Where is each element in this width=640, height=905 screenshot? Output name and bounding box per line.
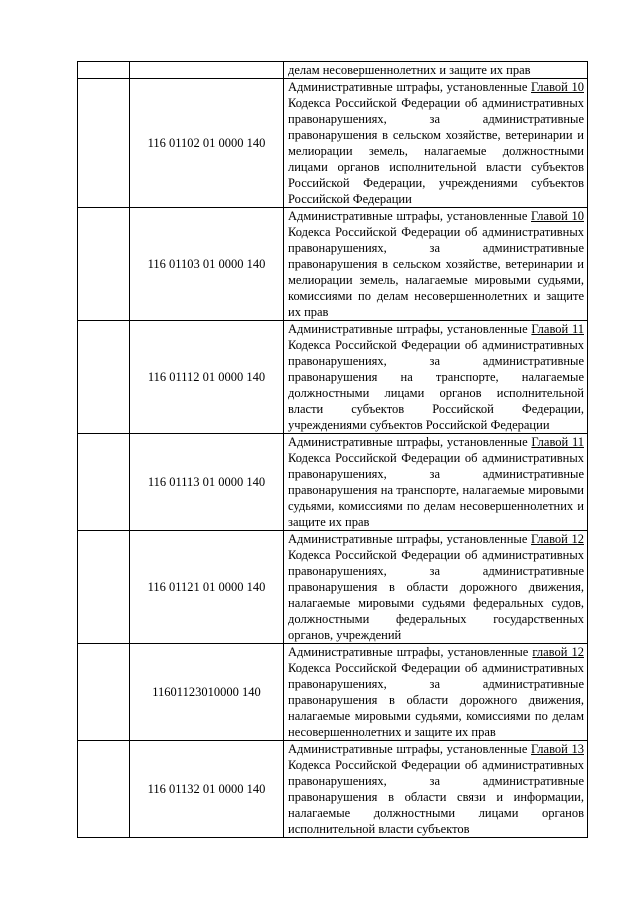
description-text: Кодекса Российской Федерации об административных правонарушениях, за административные правонарушения в сельском хозяйстве, ветеринарии и мелиорации земель, налагаемые мировыми судьями, комиссиями по делам несовершеннолетних и защите их прав: [288, 225, 584, 319]
row-number-cell: [78, 644, 130, 741]
code-cell: 116 01121 01 0000 140: [130, 531, 284, 644]
table-row: [78, 531, 588, 644]
table-row: [78, 208, 588, 321]
description-cell: делам несовершеннолетних и защите их прав: [284, 62, 588, 79]
description-lead: Административные штрафы, установленные: [288, 532, 532, 546]
chapter-link[interactable]: Главой 13: [531, 742, 584, 756]
description-lead: Административные штрафы, установленные: [288, 742, 532, 756]
code-cell: 116 01113 01 0000 140: [130, 434, 284, 531]
description-text: Кодекса Российской Федерации об административных правонарушениях, за административные правонарушения в области связи и информации, налагаемые должностными лицами органов исполнительной власти субъектов: [288, 758, 584, 836]
table-row: [78, 644, 588, 741]
description-text: Кодекса Российской Федерации об административных правонарушениях, за административные правонарушения в области дорожного движения, налагаемые мировыми судьями федеральных судов, должностными федеральных государственных органов, учреждений: [288, 548, 584, 642]
description-lead: Административные штрафы, установленные: [288, 322, 532, 336]
chapter-link[interactable]: Главой 10: [531, 80, 584, 94]
code-cell: 116 01132 01 0000 140: [130, 741, 284, 838]
description-text: Кодекса Российской Федерации об административных правонарушениях, за административные правонарушения на транспорте, налагаемые должностными лицами органов исполнительной власти субъектов Российской Федерации, учреждениями субъектов Российской Федерации: [288, 338, 584, 432]
row-number-cell: [78, 531, 130, 644]
description-text: Кодекса Российской Федерации об административных правонарушениях, за административные правонарушения в сельском хозяйстве, ветеринарии и мелиорации земель, налагаемые должностными лицами органов исполнительной власти субъектов Российской Федерации, учреждениями субъектов Российской Федерации: [288, 96, 584, 206]
description-text: Кодекса Российской Федерации об административных правонарушениях, за административные правонарушения в области дорожного движения, налагаемые мировыми судьями, комиссиями по делам несовершеннолетних и защите их прав: [288, 661, 584, 739]
chapter-link[interactable]: Главой 11: [531, 435, 584, 449]
chapter-link[interactable]: Главой 10: [531, 209, 584, 223]
description-cell: [284, 644, 588, 741]
description-cell: [284, 79, 588, 208]
row-number-cell: [78, 321, 130, 434]
row-number-cell: [78, 208, 130, 321]
code-cell: [130, 62, 284, 79]
description-cell: [284, 741, 588, 838]
chapter-link[interactable]: Главой 11: [531, 322, 584, 336]
description-lead: Административные штрафы, установленные: [288, 645, 533, 659]
code-cell: 116 01103 01 0000 140: [130, 208, 284, 321]
row-number-cell: [78, 741, 130, 838]
description-lead: Административные штрафы, установленные: [288, 80, 532, 94]
description-text: Кодекса Российской Федерации об административных правонарушениях, за административные правонарушения на транспорте, налагаемые мировыми судьями, комиссиями по делам несовершеннолетних и защите их прав: [288, 451, 584, 529]
code-cell: 11601123010000 140: [130, 644, 284, 741]
description-cell: [284, 434, 588, 531]
row-number-cell: [78, 434, 130, 531]
description-cell: [284, 531, 588, 644]
chapter-link[interactable]: Главой 12: [531, 532, 584, 546]
code-cell: 116 01112 01 0000 140: [130, 321, 284, 434]
table-row: [78, 434, 588, 531]
table-row: [78, 62, 588, 79]
description-lead: Административные штрафы, установленные: [288, 209, 532, 223]
table-row: [78, 321, 588, 434]
table-row: [78, 79, 588, 208]
description-cell: [284, 321, 588, 434]
row-number-cell: [78, 79, 130, 208]
table-row: [78, 741, 588, 838]
chapter-link[interactable]: главой 12: [532, 645, 584, 659]
row-number-cell: [78, 62, 130, 79]
code-cell: 116 01102 01 0000 140: [130, 79, 284, 208]
budget-classification-table: [77, 61, 588, 838]
description-lead: Административные штрафы, установленные: [288, 435, 532, 449]
description-cell: [284, 208, 588, 321]
